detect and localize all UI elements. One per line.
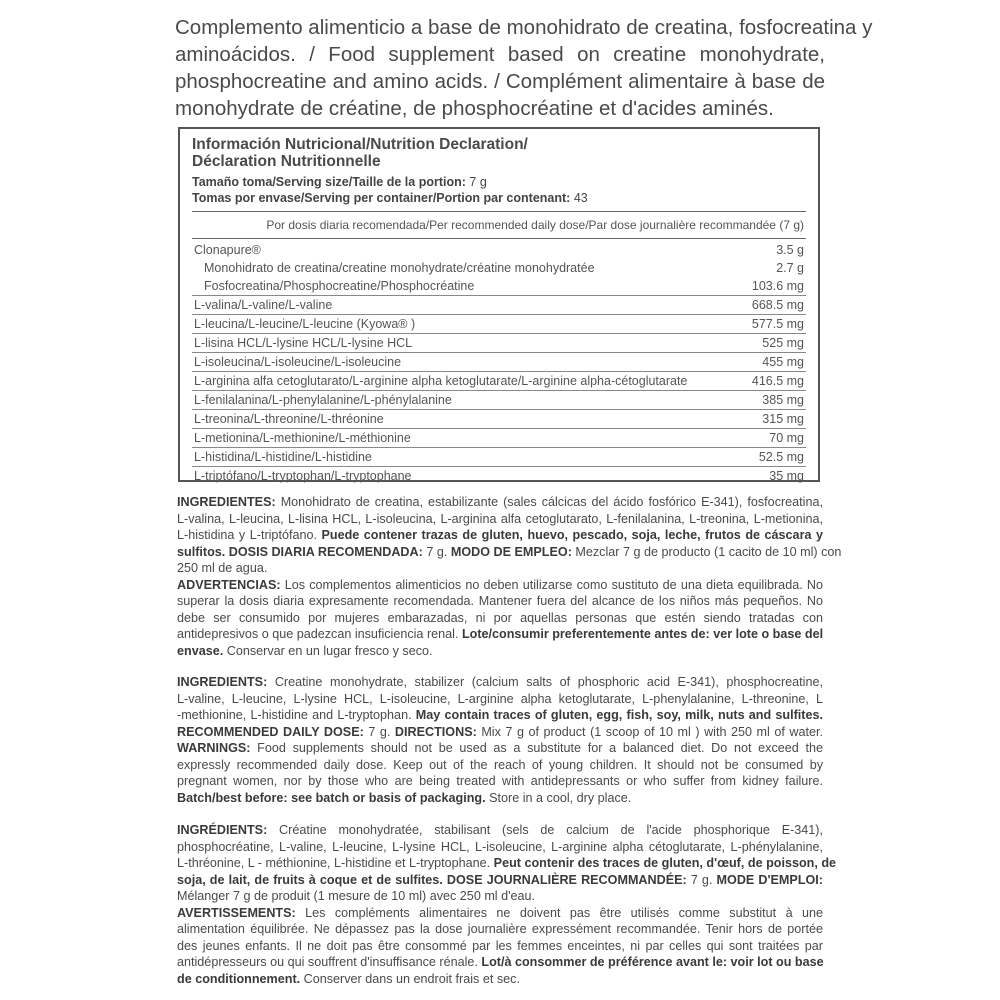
serving-info <box>192 174 588 206</box>
nutrient-name: L-fenilalanina/L-phenylalanine/L-phénylalanine <box>194 393 452 407</box>
text-line: soja, de lait, de fruits à coque et de sulfites. DOSE JOURNALIÈRE RECOMMANDÉE: 7 g. MODE D'EMPLOI: <box>177 872 823 887</box>
nutrient-name: Fosfocreatina/Phosphocreatine/Phosphocréatine <box>204 279 475 293</box>
nutrient-name: L-metionina/L-methionine/L-méthionine <box>194 431 411 445</box>
nutrient-name: L-triptófano/L-tryptophan/L-tryptophane <box>194 469 412 483</box>
text-line: -methionine, L-histidine and L-tryptophan. May contain traces of gluten, egg, fish, soy, milk, nuts and sulfites. <box>177 708 823 722</box>
text-line: antidepresivos o que padezcan insuficiencia renal. Lote/consumir preferentemente antes de: ver lote o base del <box>177 627 824 641</box>
nutrient-name: L-treonina/L-threonine/L-thréonine <box>194 412 384 426</box>
nutrient-name: L-isoleucina/L-isoleucine/L-isoleucine <box>194 355 402 369</box>
text-line: alimentation équilibrée. Ne dépassez pas la dose journalière expressément recommandée. Tenir hors de portée <box>177 922 823 936</box>
divider <box>192 211 806 212</box>
text-line: WARNINGS: Food supplements should not be used as a substitute for a balanced diet. Do not exceed the <box>177 741 823 755</box>
panel-title-line: Déclaration Nutritionnelle <box>192 153 381 170</box>
nutrient-row <box>192 259 806 277</box>
text-line: phosphocréatine, L-valine, L-leucine, L-lysine HCL, L-isoleucine, L-arginine alpha cétoglutarate, L-phénylalanine, <box>177 839 823 854</box>
nutrient-value: 525 mg <box>762 336 804 350</box>
nutrient-row <box>192 296 806 315</box>
text-line: INGREDIENTS: Creatine monohydrate, stabilizer (calcium salts of phosphoric acid E-341), phosphocreatine, <box>177 675 823 689</box>
text-line: des jeunes enfants. Il ne doit pas être consommé par les femmes enceintes, ni par celles qui sont traitées par <box>177 938 823 953</box>
nutrient-name: Clonapure® <box>194 243 261 257</box>
text-line: de conditionnement. Conserver dans un endroit frais et sec. <box>177 971 520 986</box>
text-line: L-histidina y L-triptófano. Puede contener trazas de gluten, huevo, pescado, soja, leche, frutos de cáscara y <box>177 528 823 542</box>
nutrient-value: 103.6 mg <box>751 279 804 293</box>
servings-label: Tomas por envase/Serving per container/Portion par contenant: <box>192 191 571 205</box>
nutrient-row <box>192 448 806 467</box>
text-line: AVERTISSEMENTS: Les compléments alimentaires ne doivent pas être utilisés comme substitut à une <box>177 905 823 920</box>
text-line: 250 ml de agua. <box>177 561 268 575</box>
nutrient-name: L-arginina alfa cetoglutarato/L-arginine alpha ketoglutarate/L-arginine alpha-cétoglutarate <box>194 374 688 388</box>
text-line: ADVERTENCIAS: Los complementos alimenticios no deben utilizarse como sustituto de una dieta equilibrada. No <box>177 577 823 592</box>
nutrient-row <box>192 467 806 485</box>
nutrient-row <box>192 429 806 448</box>
nutrient-value: 416.5 mg <box>751 374 804 388</box>
nutrient-row <box>192 410 806 429</box>
text-line: expressly recommended daily dose. Keep out of the reach of young children. It should not be consumed by <box>177 757 823 772</box>
panel-title <box>192 136 528 170</box>
text-line: INGRÉDIENTS: Créatine monohydratée, stabilisant (sels de calcium de l'acide phosphorique E-341), <box>177 823 823 837</box>
nutrient-value: 455 mg <box>762 355 804 369</box>
servings-value: 43 <box>573 191 588 205</box>
text-line: Batch/best before: see batch or basis of packaging. Store in a cool, dry place. <box>177 790 632 805</box>
intro-line: Complemento alimenticio a base de monohidrato de creatina, fosfocreatina y <box>175 16 873 39</box>
nutrient-name: L-lisina HCL/L-lysine HCL/L-lysine HCL <box>194 336 413 350</box>
nutrient-value: 70 mg <box>769 431 804 445</box>
nutrient-row <box>192 315 806 334</box>
text-line: sulfitos. DOSIS DIARIA RECOMENDADA: 7 g. MODO DE EMPLEO: Mezclar 7 g de producto (1 cacito de 10 ml) con <box>177 544 842 559</box>
servings-per-container <box>192 190 588 206</box>
nutrient-value: 385 mg <box>762 393 804 407</box>
spanish-text-block <box>177 494 842 659</box>
nutrient-row <box>192 334 806 353</box>
nutrient-value: 577.5 mg <box>751 317 804 331</box>
nutrient-row <box>192 241 806 259</box>
english-text-block <box>177 674 823 806</box>
text-line: superar la dosis diaria expresamente recomendada. Mantener fuera del alcance de los niños más pequeños. No <box>177 594 823 608</box>
nutrient-row <box>192 353 806 372</box>
nutrient-rows <box>192 241 806 485</box>
text-line: envase. Conservar en un lugar fresco y seco. <box>177 643 433 658</box>
text-line: RECOMMENDED DAILY DOSE: 7 g. DIRECTIONS: Mix 7 g of product (1 scoop of 10 ml ) with 250 ml of water. <box>177 724 823 739</box>
serving-size-label: Tamaño toma/Serving size/Taille de la portion: <box>192 175 466 189</box>
nutrient-value: 2.7 g <box>776 261 804 275</box>
text-line: Mélanger 7 g de produit (1 mesure de 10 ml) avec 250 ml d'eau. <box>177 889 536 903</box>
nutrient-row <box>192 372 806 391</box>
nutrient-name: Monohidrato de creatina/creatine monohydrate/créatine monohydratée <box>204 261 595 275</box>
nutrient-name: L-valina/L-valine/L-valine <box>194 298 333 312</box>
nutrient-value: 35 mg <box>769 469 804 483</box>
text-line: antidépresseurs ou qui souffrent d'insuffisance rénale. Lot/à consommer de préférence avant le: voir lot ou base <box>177 955 824 969</box>
intro-line: aminoácidos. / Food supplement based on creatine monohydrate, <box>175 43 825 66</box>
serving-size-value: 7 g <box>469 175 487 189</box>
nutrient-value: 668.5 mg <box>751 298 804 312</box>
nutrient-row <box>192 277 806 296</box>
nutrition-panel <box>178 127 820 482</box>
text-line: L-thréonine, L - méthionine, L-histidine et L-tryptophane. Peut contenir des traces de gluten, d'œuf, de poisson, de <box>177 856 837 870</box>
text-line: pregnant women, nor by those who are being treated with antidepressants or who suffer from kidney failure. <box>177 774 823 788</box>
text-line: debe ser consumido por mujeres embarazadas, ni por aquellas personas que estén siendo tratadas con <box>177 610 823 625</box>
french-text-block <box>177 822 837 987</box>
serving-size <box>192 174 588 190</box>
intro-line: phosphocreatine and amino acids. / Complément alimentaire à base de <box>175 70 825 93</box>
nutrient-row <box>192 391 806 410</box>
nutrient-value: 315 mg <box>762 412 804 426</box>
per-dose-header: Por dosis diaria recomendada/Per recommended daily dose/Par dose journalière recommandée (7 g) <box>266 218 804 232</box>
text-line: INGREDIENTES: Monohidrato de creatina, estabilizante (sales cálcicas del ácido fosfórico E-341), fosfocreatina, <box>177 495 823 509</box>
divider <box>192 238 806 239</box>
intro-line: monohydrate de créatine, de phosphocréatine et d'acides aminés. <box>175 97 774 120</box>
panel-title-line: Información Nutricional/Nutrition Declaration/ <box>192 136 528 153</box>
nutrient-value: 3.5 g <box>776 243 804 257</box>
text-line: L-valina, L-leucina, L-lisina HCL, L-isoleucina, L-arginina alfa cetoglutarato, L-fenilalanina, L-treonina, L-metionina, <box>177 511 823 526</box>
nutrient-name: L-leucina/L-leucine/L-leucine (Kyowa® ) <box>194 317 416 331</box>
nutrient-value: 52.5 mg <box>758 450 804 464</box>
nutrient-name: L-histidina/L-histidine/L-histidine <box>194 450 372 464</box>
intro-text <box>175 14 873 122</box>
text-line: L-valine, L-leucine, L-lysine HCL, L-isoleucine, L-arginine alpha ketoglutarate, L-phenylalanine, L-threonine, L <box>177 691 823 706</box>
